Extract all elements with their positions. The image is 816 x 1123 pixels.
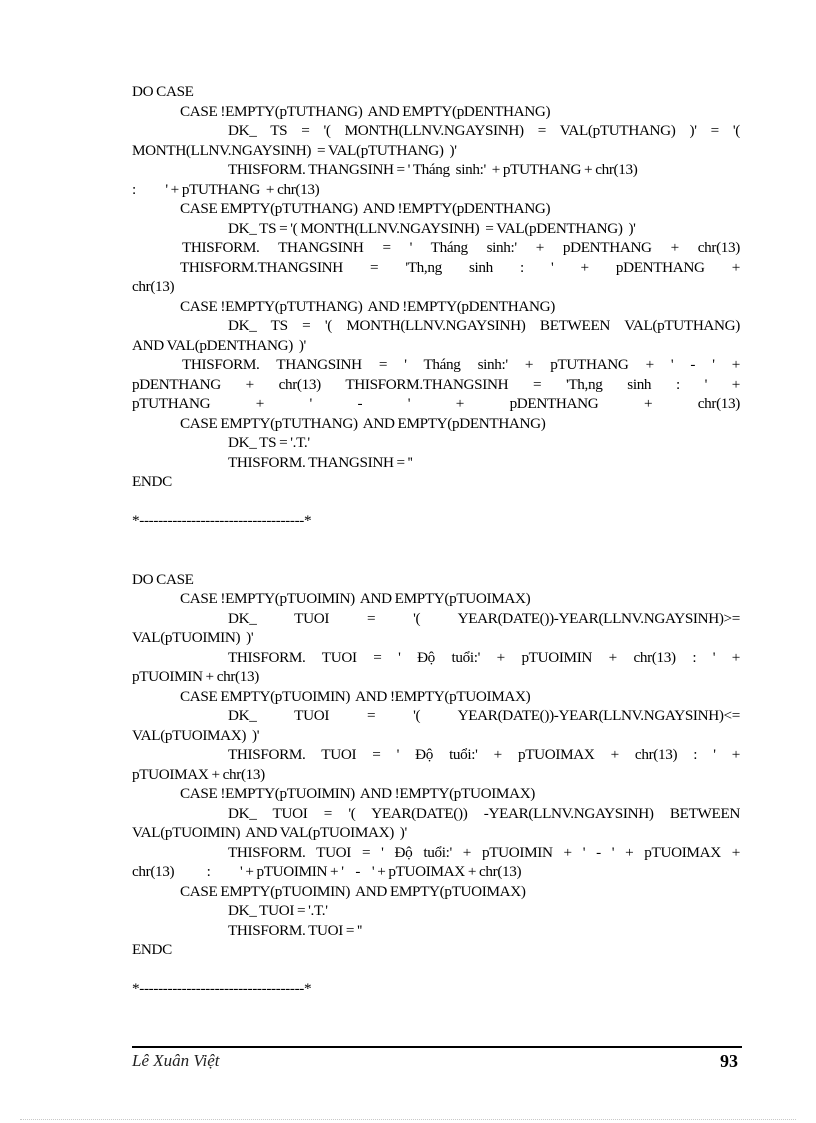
code-line: THISFORM. TUOI = ''	[228, 921, 362, 939]
code-line: VAL(pTUOIMIN) AND VAL(pTUOIMAX) )'	[132, 824, 407, 841]
code-line: THISFORM. THANGSINH = ' Tháng sinh:' + pTUTHANG + ' - ' +	[182, 356, 740, 373]
code-line: chr(13) : ' + pTUOIMIN + ' - ' + pTUOIMAX + chr(13)	[132, 863, 522, 880]
code-line: CASE !EMPTY(pTUTHANG) AND !EMPTY(pDENTHANG)	[180, 297, 555, 315]
separator-comment: *-----------------------------------*	[132, 512, 312, 529]
code-line: chr(13)	[132, 278, 175, 295]
blank-line	[132, 531, 740, 551]
footer-author: Lê Xuân Việt	[132, 1051, 220, 1070]
footer-divider	[132, 1046, 742, 1048]
code-line: DK_ TUOI = '( YEAR(DATE())-YEAR(LLNV.NGAYSINH)>=	[228, 609, 740, 627]
code-line: DK_ TUOI = '( YEAR(DATE()) -YEAR(LLNV.NGAYSINH) BETWEEN	[228, 804, 740, 822]
code-line: : ' + pTUTHANG + chr(13)	[132, 180, 320, 198]
code-line: pTUTHANG + ' - ' + pDENTHANG + chr(13)	[132, 395, 740, 412]
code-line: THISFORM. TUOI = ' Độ tuổi:' + pTUOIMIN + ' - ' + pTUOIMAX +	[228, 843, 740, 861]
code-line: THISFORM.THANGSINH = 'Th,ng sinh : ' + pDENTHANG +	[180, 258, 740, 276]
code-line: pTUOIMAX + chr(13)	[132, 765, 265, 783]
code-line: MONTH(LLNV.NGAYSINH) = VAL(pTUTHANG) )'	[132, 141, 457, 159]
code-line: DK_ TS = '.T.'	[228, 434, 310, 451]
blank-line	[132, 550, 740, 570]
code-line: CASE !EMPTY(pTUOIMIN) AND !EMPTY(pTUOIMAX)	[180, 785, 536, 802]
code-line: DK_ TUOI = '.T.'	[228, 902, 328, 919]
code-line: DK_ TS = '( MONTH(LLNV.NGAYSINH) = VAL(pTUTHANG) )' = '(	[228, 122, 740, 139]
code-line: DK_ TUOI = '( YEAR(DATE())-YEAR(LLNV.NGAYSINH)<=	[228, 707, 740, 724]
page-edge-divider	[20, 1119, 796, 1120]
code-line: THISFORM. TUOI = ' Độ tuổi:' + pTUOIMIN + chr(13) : ' +	[228, 648, 740, 666]
code-line: ENDC	[132, 941, 172, 958]
code-line: CASE EMPTY(pTUOIMIN) AND !EMPTY(pTUOIMAX)	[180, 687, 531, 705]
page-number: 93	[720, 1051, 738, 1071]
code-line: pDENTHANG + chr(13) THISFORM.THANGSINH = 'Th,ng sinh : ' +	[132, 375, 740, 393]
code-line: CASE EMPTY(pTUTHANG) AND !EMPTY(pDENTHANG)	[180, 200, 551, 217]
blank-line	[132, 960, 740, 980]
code-listing	[132, 82, 740, 999]
code-line: AND VAL(pDENTHANG) )'	[132, 336, 306, 354]
code-line: CASE EMPTY(pTUTHANG) AND EMPTY(pDENTHANG)	[180, 414, 546, 432]
code-line: ENDC	[132, 473, 172, 490]
code-line: THISFORM. THANGSINH = ' Tháng sinh:' + pTUTHANG + chr(13)	[228, 161, 638, 178]
code-line: CASE !EMPTY(pTUOIMIN) AND EMPTY(pTUOIMAX)	[180, 590, 531, 607]
code-line: pTUOIMIN + chr(13)	[132, 668, 259, 685]
code-line: CASE !EMPTY(pTUTHANG) AND EMPTY(pDENTHANG)	[180, 102, 551, 120]
code-line: DO CASE	[132, 570, 194, 588]
blank-line	[132, 492, 740, 512]
code-line: DK_ TS = '( MONTH(LLNV.NGAYSINH) BETWEEN VAL(pTUTHANG)	[228, 317, 740, 334]
code-line: DK_ TS = '( MONTH(LLNV.NGAYSINH) = VAL(pDENTHANG) )'	[228, 219, 636, 237]
code-line: VAL(pTUOIMIN) )'	[132, 629, 254, 646]
separator-comment: *-----------------------------------*	[132, 980, 312, 997]
code-line: THISFORM. THANGSINH = ' Tháng sinh:' + pDENTHANG + chr(13)	[182, 239, 740, 256]
code-line: THISFORM. TUOI = ' Độ tuổi:' + pTUOIMAX + chr(13) : ' +	[228, 746, 740, 763]
code-line: DO CASE	[132, 83, 194, 100]
code-line: CASE EMPTY(pTUOIMIN) AND EMPTY(pTUOIMAX)	[180, 882, 526, 900]
code-line: THISFORM. THANGSINH = ''	[228, 453, 413, 471]
code-line: VAL(pTUOIMAX) )'	[132, 726, 260, 744]
